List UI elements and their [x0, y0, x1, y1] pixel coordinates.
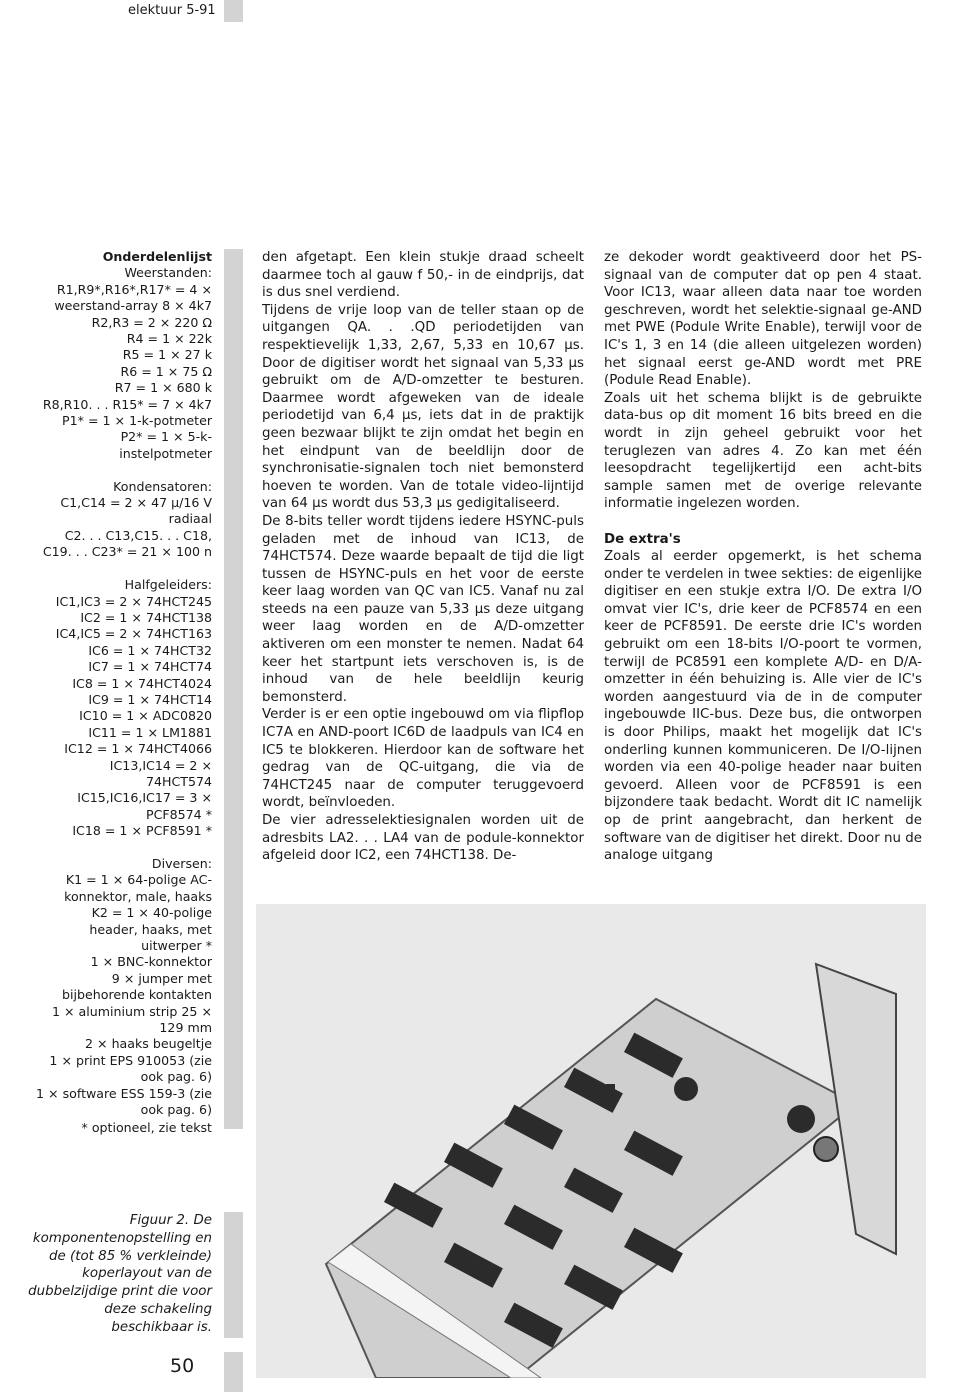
paragraph: De vier adresselektiesignalen worden uit de adresbits LA2. . . LA4 van de podule-konnektor afgeleid door IC2, een 74HCT138. De-: [262, 813, 584, 864]
paragraph: Zoals al eerder opgemerkt, is het schema onder te verdelen in twee sekties: de eigenlijke digitiser en een stukje extra I/O. De extra I/O omvat vier IC's, drie keer de PCF8574 en een keer de PCF8591. De eerste drie IC's worden gebruikt om een 18-bits I/O-poort te vormen, terwijl de PC8591 een komplete A/D- en D/A-omzetter in één behuizing is. Alle vier de IC's worden aangestuurd via de in de computer ingebouwde IIC-bus. Deze bus, die ontworpen is door Philips, maakt het mogelijk dat IC's onderling kunnen kommuniceren. De I/O-lijnen worden via een 40-polige header naar buiten gevoerd. Alleen voor de PCF8591 is een bijzondere taak bedacht. Wordt dit IC namelijk op de print aangebracht, dan herkent de software van de digitiser het direkt. Door nu de analoge uitgang: [604, 549, 922, 864]
parts-list-body: [20, 265, 212, 1118]
caption-bar: [224, 1212, 243, 1338]
parts-section-heading: Halfgeleiders:: [124, 577, 212, 593]
parts-line: P1* = 1 × 1-k-potmeter: [62, 413, 212, 429]
magazine-header: elektuur 5-91: [128, 3, 216, 18]
section-gap: [20, 462, 212, 478]
parts-list: [20, 249, 212, 1118]
figure-caption: Figuur 2. De komponentenopstelling en de (tot 85 % verkleinde) koperlayout van de dubbelzijdige print die voor deze schakeling beschikbaar is.: [28, 1213, 212, 1335]
parts-line: R4 = 1 × 22k: [126, 331, 212, 347]
parts-line: header, haaks, met: [89, 921, 212, 937]
parts-line: C2. . . C13,C15. . . C18,: [64, 527, 212, 543]
parts-line: PCF8574 *: [146, 806, 212, 822]
parts-line: 1 × software ESS 159-3 (zie: [36, 1085, 212, 1101]
pcb-illustration: [256, 904, 926, 1378]
parts-line: ook pag. 6): [140, 1069, 212, 1085]
header-bar: [224, 0, 243, 22]
parts-line: R5 = 1 × 27 k: [122, 347, 212, 363]
parts-line: konnektor, male, haaks: [64, 888, 212, 904]
paragraph: Zoals uit het schema blijkt is de gebruikte data-bus op dit moment 16 bits breed en die wordt in zijn geheel gebruikt voor het teruglezen van adres 4. Zo kan met één leesopdracht tegelijkertijd een acht-bits sample samen met de overige relevante informatie ingelezen worden.: [604, 390, 922, 512]
parts-line: K1 = 1 × 64-polige AC-: [65, 872, 212, 888]
parts-line: 129 mm: [159, 1020, 212, 1036]
parts-line: 1 × aluminium strip 25 ×: [51, 1003, 212, 1019]
parts-section-heading: Diversen:: [151, 855, 212, 871]
parts-line: R2,R3 = 2 × 220 Ω: [91, 314, 212, 330]
parts-line: P2* = 1 × 5-k-: [120, 429, 212, 445]
parts-line: IC1,IC3 = 2 × 74HCT245: [55, 593, 212, 609]
parts-line: IC4,IC5 = 2 × 74HCT163: [55, 626, 212, 642]
parts-line: R7 = 1 × 680 k: [114, 380, 212, 396]
parts-section-heading: Kondensatoren:: [113, 478, 212, 494]
parts-list-title: Onderdelenlijst: [102, 249, 212, 264]
parts-line: IC2 = 1 × 74HCT138: [80, 609, 212, 625]
parts-line: IC18 = 1 × PCF8591 *: [72, 823, 212, 839]
parts-line: K2 = 1 × 40-polige: [91, 905, 212, 921]
parts-line: IC12 = 1 × 74HCT4066: [64, 741, 212, 757]
parts-line: ook pag. 6): [140, 1102, 212, 1118]
section-gap: [20, 840, 212, 856]
parts-line: IC15,IC16,IC17 = 3 ×: [77, 790, 212, 806]
pcb-photo: [256, 904, 926, 1378]
page-number: 50: [170, 1355, 195, 1377]
parts-line: weerstand-array 8 × 4k7: [54, 298, 212, 314]
parts-line: bijbehorende kontakten: [62, 987, 212, 1003]
paragraph: Tijdens de vrije loop van de teller staan op de uitgangen QA. . .QD periodetijden van respektievelijk 1,33, 2,67, 5,33 en 10,67 μs. Door de digitiser wordt het signaal van 5,33 μs gebruikt om de A/D-omzetter te besturen. Daarmee wordt afgeweken van de ideale periodetijd van 6,4 μs, iets dat in de praktijk geen bezwaar blijkt te zijn omdat het begin en het eindpunt van de beeldlijn door de synchronisatie-signalen toch niet bemonsterd hoeven te worden. Van de totale video-lijntijd van 64 μs wordt dus 53,3 μs gedigitaliseerd.: [262, 302, 584, 512]
parts-line: R1,R9*,R16*,R17* = 4 ×: [56, 281, 212, 297]
section-gap: [20, 561, 212, 577]
paragraph: ze dekoder wordt geaktiveerd door het PS-signaal van de computer dat op pen 4 staat. Voor IC13, waar alleen data naar toe worden geschreven, wordt het selektie-signaal ge-AND met PWE (Podule Write Enable), terwijl voor de IC's 1, 3 en 14 (die alleen uitgelezen worden) het signaal eerst ge-AND wordt met PRE (Podule Read Enable).: [604, 250, 922, 389]
parts-section-heading: Weerstanden:: [124, 265, 212, 281]
parts-line: IC10 = 1 × ADC0820: [79, 708, 212, 724]
parts-footnote: * optioneel, zie tekst: [81, 1120, 212, 1135]
page-number-bar: [224, 1352, 243, 1392]
parts-line: R8,R10. . . R15* = 7 × 4k7: [42, 396, 212, 412]
parts-line: R6 = 1 × 75 Ω: [120, 363, 212, 379]
parts-line: 9 × jumper met: [111, 970, 212, 986]
parts-line: IC13,IC14 = 2 ×: [109, 757, 212, 773]
paragraph: den afgetapt. Een klein stukje draad scheelt daarmee toch al gauw f 50,- in de eindprijs, dat is dus snel verdiend.: [262, 250, 584, 301]
parts-line: radiaal: [168, 511, 212, 527]
parts-line: IC11 = 1 × LM1881: [88, 724, 212, 740]
parts-line: IC9 = 1 × 74HCT14: [88, 691, 212, 707]
parts-line: IC8 = 1 × 74HCT4024: [72, 675, 212, 691]
parts-line: 2 × haaks beugeltje: [85, 1036, 212, 1052]
article-column-3: [604, 249, 922, 865]
parts-line: uitwerper *: [141, 938, 212, 954]
parts-line: 1 × print EPS 910053 (zie: [49, 1052, 212, 1068]
parts-line: C1,C14 = 2 × 47 μ/16 V: [60, 495, 212, 511]
section-heading: De extra's: [604, 531, 681, 547]
parts-line: C19. . . C23* = 21 × 100 n: [42, 544, 212, 560]
paragraph: Verder is er een optie ingebouwd om via flipflop IC7A en AND-poort IC6D de laadpuls van IC4 en IC5 te blokkeren. Hierdoor kan de software het gedrag van de QC-uitgang, die via de 74HCT245 naar de computer teruggevoerd wordt, beïnvloeden.: [262, 707, 584, 811]
parts-line: 74HCT574: [145, 773, 212, 789]
parts-line: IC6 = 1 × 74HCT32: [88, 642, 212, 658]
parts-line: IC7 = 1 × 74HCT74: [88, 659, 212, 675]
parts-line: instelpotmeter: [119, 445, 212, 461]
parts-list-bar: [224, 249, 243, 1129]
parts-line: 1 × BNC-konnektor: [90, 954, 212, 970]
paragraph: De 8-bits teller wordt tijdens iedere HSYNC-puls geladen met de inhoud van IC13, de 74HCT574. Deze waarde bepaalt de tijd die ligt tussen de HSYNC-puls en het voor de eerste keer laag worden van QC van IC5. Vanaf nu zal steeds na een pauze van 5,33 μs deze uitgang weer laag worden en de A/D-omzetter aktiveren om een monster te nemen. Nadat 64 keer het startpunt iets verschoven is, is de inhoud van de hele beeldlijn keurig bemonsterd.: [262, 513, 584, 705]
article-column-2: [262, 249, 584, 865]
